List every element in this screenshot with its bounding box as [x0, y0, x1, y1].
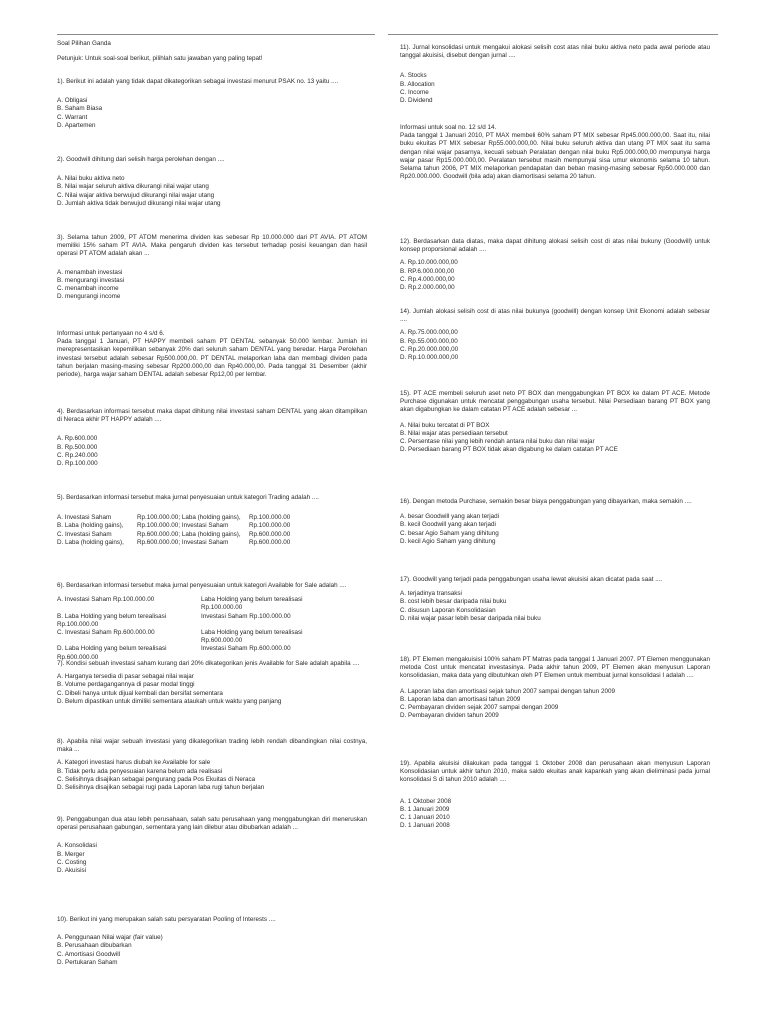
question-text: 7). Kondisi sebuah investasi saham kurang dari 20% dikategorikan jenis Available for Sale adalah apabila .... — [57, 660, 360, 667]
option-a: A. Obligasi — [57, 97, 88, 105]
option-a: A. Harganya tersedia di pasar sebagai nilai wajar — [57, 673, 194, 681]
question-14 — [400, 308, 710, 362]
question-text: 19). Apabila akuisisi dilakukan pada tanggal 1 Oktober 2008 dan perusahaan akan menyusun Laporan Konsolidasian untuk akhir tahun 2010, maka saldo ekuitas anak kapankah yang akan dieliminasi pada jurnal konsolidasi S di tahun 2010 adalah .... — [400, 760, 710, 784]
question-15 — [400, 390, 710, 454]
question-12 — [400, 238, 710, 292]
option-d-account: D. Laba (holding gains), — [57, 538, 124, 546]
option-c: C. disusun Laporan Konsolidasian — [400, 606, 496, 614]
option-c: C. Warrant — [57, 113, 88, 121]
option-d: D. Selisihnya disajikan sebagai rugi pada Laporan laba rugi tahun berjalan — [57, 784, 265, 792]
option-b-amount: Rp.100.000.00 — [249, 522, 291, 530]
journal-options — [57, 596, 367, 662]
option-b: B. mengurangi investasi — [57, 276, 125, 284]
option-a: A. 1 Oktober 2008 — [400, 797, 452, 805]
option-c: C. besar Agio Saham yang dihitung — [400, 529, 499, 537]
option-a: A. Rp.600.000 — [57, 435, 98, 443]
info-text: Pada tanggal 1 Januari, PT HAPPY membeli saham PT DENTAL sebanyak 50.000 lembar. Jumlah ini merepresentasikan kepemilikan sebanyak 20% dari seluruh saham DENTAL yang beredar. Harga Perolehan investasi tersebut adalah sebesar Rp500.000,00. PT DENTAL melaporkan laba dan membagi dividen pada tahun berjalan masing-masing sebesar Rp200.000,00 dan Rp40.000,00. Pada tanggal 31 Desember (akhir periode), harga wajar saham DENTAL adalah sebesar Rp12,00 per lembar. — [57, 338, 367, 379]
info-text: Pada tanggal 1 Januari 2010, PT MAX membeli 60% saham PT MIX sebesar Rp45.000.000,00. Saat itu, nilai buku ekuitas PT MIX sebesar Rp55.000.000,00. Nilai buku seluruh aktiva dan utang PT MIX saat itu sama dengan nilai wajar pasarnya, kecuali sebuah Peralatan dengan nilai buku Rp5.000.000,00 mempunyai harga wajar pasar Rp15.000.000,00. Peralatan tersebut masih mempunyai sisa umur ekonomis selama 10 tahun. Selama tahun 2006, PT MIX melaporkan pendapatan dan beban masing-masing sebesar Rp50.000.000 dan Rp20.000.000. Goodwill (bila ada) akan diamortisasi selama 20 tahun. — [400, 132, 710, 181]
option-d: D. Akuisisi — [57, 867, 87, 875]
option-b: B. Volume perdagangannya di pasar modal tinggi — [57, 681, 195, 689]
option-c: C. Rp.20.000.000,00 — [400, 345, 459, 353]
section-header — [57, 40, 367, 63]
option-b-entry: Rp.100.000.00; Investasi Saham — [137, 522, 229, 530]
option-b: B. Merger — [57, 850, 85, 858]
option-b: B. cost lebih besar daripada nilai buku — [400, 598, 507, 606]
option-c: C. Rp.240.000 — [57, 451, 98, 459]
question-text: 3). Selama tahun 2009, PT ATOM menerima dividen kas sebesar Rp 10.000.000 dari PT AVIA. PT ATOM memiliki 15% saham PT AVIA. Maka pengaruh dividen kas tersebut terhadap posisi keuangan dan hasil operasi PT ATOM adalah akan ... — [57, 234, 367, 258]
question-16 — [400, 498, 710, 546]
option-c-account: C. Investasi Saham — [57, 530, 112, 538]
question-text: 8). Apabila nilai wajar sebuah investasi yang dikategorikan trading lebih rendah dibandingkan nilai costnya, maka ... — [57, 738, 367, 754]
question-text: 14). Jumlah alokasi selisih cost di atas nilai bukunya (goodwill) dengan konsep Unit Ekonomi adalah sebesar .... — [400, 308, 710, 324]
question-text: 12). Berdasarkan data diatas, maka dapat dihitung alokasi selisih cost di atas nilai bukuny (Goodwill) untuk konsep proporsional adalah .... — [400, 238, 710, 254]
option-c-amount: Rp.600.000.00 — [249, 530, 291, 538]
question-text: 17). Goodwill yang terjadi pada penggabungan usaha lewat akuisisi akan dicatat pada saat .... — [400, 576, 663, 583]
option-d-entry: Rp.600.000.00; Investasi Saham — [137, 538, 229, 546]
option-d-amount: Rp.600.000.00 — [249, 538, 291, 546]
option-a: A. menambah investasi — [57, 268, 123, 276]
option-a: A. terjadinya transaksi — [400, 590, 462, 598]
option-c: C. Income — [400, 88, 429, 96]
question-text: 9). Penggabungan dua atau lebih perusahaan, salah satu perusahaan yang menggabungkan diri meneruskan operasi perusahaan gabungan, sementara yang lain dilebur atau dibubarkan adalah ... — [57, 816, 367, 832]
option-a: A. Kategori investasi harus diubah ke Available for sale — [57, 759, 211, 767]
option-d: D. mengurangi income — [57, 293, 121, 301]
question-text: 15). PT ACE membeli seluruh aset neto PT BOX dan menggabungkan PT BOX ke dalam PT ACE. Metode Purchase digunakan untuk mencatat penggabungan usaha tersebut. Nilai Persediaan barang PT BOX yang akan digabungkan ke dalam catatan PT ACE adalah sebesar ... — [400, 390, 710, 414]
option-d: D. Dividend — [400, 97, 433, 105]
question-3 — [57, 234, 367, 301]
option-d: D. Jumlah aktiva tidak berwujud dikurangi nilai wajar utang — [57, 199, 221, 207]
question-text: 11). Jurnal konsolidasi untuk mengakui alokasi selisih cost atas nilai buku aktiva neto pada awal periode atau tanggal akuisisi, disebut dengan jurnal .... — [400, 44, 710, 60]
option-a: A. Nilai buku tercatat di PT BOX — [400, 421, 490, 429]
info-title: Informasi untuk soal no. 12 s/d 14. — [400, 124, 497, 131]
question-1 — [57, 78, 367, 130]
question-8 — [57, 738, 367, 792]
option-c: C. Amortisasi Goodwill — [57, 950, 120, 958]
option-c: C. Pembayaran dividen sejak 2007 sampai dengan 2009 — [400, 704, 559, 712]
option-a: A. Konsolidasi — [57, 842, 97, 850]
option-d: D. nilai wajar pasar lebih besar daripada nilai buku — [400, 614, 541, 622]
option-b: B. Rp.500.000 — [57, 443, 98, 451]
option-c: C. Rp.4.000.000,00 — [400, 275, 455, 283]
option-a-amount: Rp.100.000.00 — [249, 514, 291, 522]
question-19 — [400, 760, 710, 830]
question-2 — [57, 156, 367, 208]
question-text: 16). Dengan metoda Purchase, semakin besar biaya penggabungan yang dibayarkan, maka semakin .... — [400, 498, 692, 505]
option-b-credit: Investasi Saham Rp.100.000.00 — [201, 612, 291, 620]
question-text: 4). Berdasarkan informasi tersebut maka dapat dihitung nilai investasi saham DENTAL yang akan ditampilkan di Neraca akhir PT HAPPY adalah .... — [57, 408, 367, 424]
question-5 — [57, 494, 367, 547]
option-d: D. Pembayaran dividen tahun 2009 — [400, 712, 499, 720]
option-d: D. Persediaan barang PT BOX tidak akan digabung ke dalam catatan PT ACE — [400, 446, 618, 454]
option-a-debit: A. Investasi Saham Rp.100.000.00 — [57, 596, 155, 604]
option-a: A. besar Goodwill yang akan terjadi — [400, 513, 500, 521]
option-c: C. Dibeli hanya untuk dijual kembali dan bersifat sementara — [57, 689, 223, 697]
question-text: 10). Berikut ini yang merupakan salah satu persyaratan Pooling of Interests .... — [57, 916, 276, 923]
option-a-entry: Rp.100.000.00; Laba (holding gains), — [137, 514, 241, 522]
option-b: B. Rp.55.000.000,00 — [400, 337, 458, 345]
question-7 — [57, 660, 367, 706]
option-a-account: A. Investasi Saham — [57, 514, 112, 522]
option-b: B. Nilai wajar seluruh aktiva dikurangi nilai wajar utang — [57, 183, 209, 191]
option-a-credit: Laba Holding yang belum terealisasi Rp.100.000.00 — [201, 596, 303, 612]
option-d: D. Rp.2.000.000,00 — [400, 284, 455, 292]
option-b: B. Allocation — [400, 80, 435, 88]
question-text: 18). PT Elemen mengakuisisi 100% saham PT Matras pada tanggal 1 Januari 2007. PT Elemen menggunakan metoda Cost untuk mencatat investasinya. Pada akhir tahun 2009, PT Elemen akan menyusun Laporan konsolidasian, maka data yang dibutuhkan oleh PT Elemen untuk membuat jurnal konsolidasi I adalah .... — [400, 656, 710, 680]
option-a: A. Penggunaan Nilai wajar (fair value) — [57, 934, 163, 942]
option-b: B. Saham Biasa — [57, 105, 103, 113]
option-d: D. Rp.10.000.000,00 — [400, 354, 459, 362]
question-10 — [57, 916, 367, 967]
option-b-debit: B. Laba Holding yang belum terealisasi Rp.100.000.00 — [57, 612, 167, 628]
option-d: D. 1 Januari 2008 — [400, 822, 450, 830]
option-d-credit: Investasi Saham Rp.600.000.00 — [201, 645, 291, 653]
question-text: 5). Berdasarkan informasi tersebut maka jurnal penyesuaian untuk kategori Trading adalah .... — [57, 494, 319, 501]
option-c: C. Selisihnya disajikan sebagai pengurang pada Pos Ekuitas di Neraca — [57, 775, 256, 783]
info-block-12-14 — [400, 124, 710, 181]
option-b: B. 1 Januari 2009 — [400, 805, 450, 813]
option-a: A. Nilai buku aktiva neto — [57, 175, 125, 183]
question-text: 1). Berikut ini adalah yang tidak dapat dikategorikan sebagai investasi menurut PSAK no. 13 yaitu .... — [57, 78, 339, 85]
option-d: D. Pertukaran Saham — [57, 958, 118, 966]
question-text: 6). Berdasarkan informasi tersebut maka jurnal penyesuaian untuk kategori Available for Sale adalah .... — [57, 582, 347, 589]
question-17 — [400, 576, 710, 623]
option-a: A. Laporan laba dan amortisasi sejak tahun 2007 sampai dengan tahun 2009 — [400, 687, 615, 695]
option-c: C. Nilai wajar aktiva berwujud dikurangi nilai wajar utang — [57, 191, 215, 199]
option-c: C. Costing — [57, 858, 87, 866]
option-d: D. Belum dipastikan untuk dimiliki sementara ataukah untuk waktu yang panjang — [57, 697, 282, 705]
question-9 — [57, 816, 367, 875]
option-d-debit: D. Laba Holding yang belum terealisasi Rp.600.000.00 — [57, 645, 167, 661]
option-d: D. kecil Agio Saham yang dihitung — [400, 537, 496, 545]
top-rule-left — [57, 34, 375, 35]
info-block-4-6 — [57, 330, 367, 379]
top-rule-right — [388, 34, 718, 35]
journal-options — [57, 514, 367, 547]
instruction-text: Petunjuk: Untuk soal-soal berikut, pilihlah satu jawaban yang paling tepat! — [57, 55, 263, 63]
option-b: B. kecil Goodwill yang akan terjadi — [400, 521, 496, 529]
option-a: A. Rp.75.000.000,00 — [400, 329, 458, 337]
question-11 — [400, 44, 710, 105]
question-6 — [57, 582, 367, 662]
option-c-entry: Rp.600.000.00; Laba (holding gains), — [137, 530, 241, 538]
option-b: B. Perusahaan dibubarkan — [57, 942, 132, 950]
option-c-debit: C. Investasi Saham Rp.600.000.00 — [57, 629, 155, 637]
section-title: Soal Pilihan Ganda — [57, 40, 111, 47]
option-b-account: B. Laba (holding gains), — [57, 522, 124, 530]
option-b: B. RP.6.000.000,00 — [400, 267, 455, 275]
option-b: B. Laporan laba dan amortisasi tahun 2009 — [400, 695, 521, 703]
option-c: C. 1 Januari 2010 — [400, 814, 450, 822]
option-b: B. Tidak perlu ada penyesuaian karena belum ada realisasi — [57, 767, 223, 775]
option-a: A. Stocks — [400, 72, 427, 80]
option-c-credit: Laba Holding yang belum terealisasi Rp.600.000.00 — [201, 629, 303, 645]
question-text: 2). Goodwill dihitung dari selisih harga perolehan dengan .... — [57, 156, 225, 163]
option-c: C. Persentase nilai yang lebih rendah antara nilai buku dan nilai wajar — [400, 438, 595, 446]
option-d: D. Rp.100.000 — [57, 460, 98, 468]
question-4 — [57, 408, 367, 468]
info-title: Informasi untuk pertanyaan no 4 s/d 6. — [57, 330, 165, 337]
option-a: A. Rp.10.000.000,00 — [400, 259, 458, 267]
question-18 — [400, 656, 710, 720]
option-d: D. Apartemen — [57, 121, 96, 129]
option-b: B. Nilai wajar atas persediaan tersebut — [400, 429, 508, 437]
option-c: C. menambah income — [57, 285, 119, 293]
